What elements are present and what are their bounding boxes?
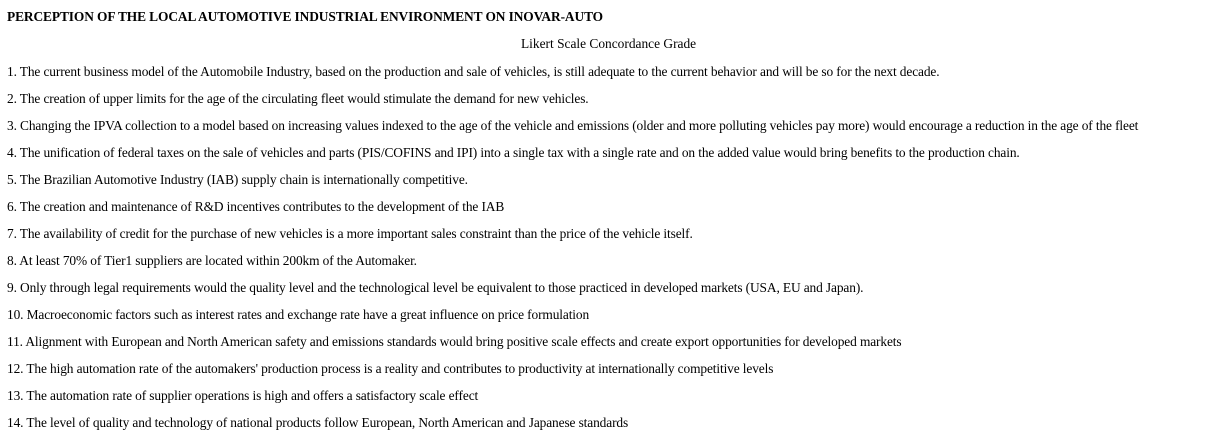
statement-item: 2. The creation of upper limits for the age of the circulating fleet would stimulate the demand for new vehicles. xyxy=(7,91,589,106)
statement-item: 11. Alignment with European and North American safety and emissions standards would bring positive scale effects and create export opportunities for developed markets xyxy=(7,334,902,349)
scale-heading: Likert Scale Concordance Grade xyxy=(521,36,697,51)
statement-item: 1. The current business model of the Automobile Industry, based on the production and sale of vehicles, is still adequate to the current behavior and will be so for the next decade. xyxy=(7,64,940,79)
document-title: PERCEPTION OF THE LOCAL AUTOMOTIVE INDUSTRIAL ENVIRONMENT ON INOVAR-AUTO xyxy=(7,9,603,24)
statement-item: 3. Changing the IPVA collection to a model based on increasing values indexed to the age of the vehicle and emissions (older and more polluting vehicles pay more) would encourage a reduction in the age of the fleet xyxy=(7,118,1139,133)
statement-item: 10. Macroeconomic factors such as interest rates and exchange rate have a great influence on price formulation xyxy=(7,307,590,322)
statement-item: 14. The level of quality and technology of national products follow European, North American and Japanese standards xyxy=(7,415,629,430)
statement-item: 13. The automation rate of supplier operations is high and offers a satisfactory scale effect xyxy=(7,388,479,403)
statement-item: 7. The availability of credit for the purchase of new vehicles is a more important sales constraint than the price of the vehicle itself. xyxy=(7,226,693,241)
statement-item: 6. The creation and maintenance of R&D incentives contributes to the development of the IAB xyxy=(7,199,505,214)
statement-item: 4. The unification of federal taxes on the sale of vehicles and parts (PIS/COFINS and IPI) into a single tax with a single rate and on the added value would bring benefits to the production chain. xyxy=(7,145,1020,160)
statement-item: 8. At least 70% of Tier1 suppliers are located within 200km of the Automaker. xyxy=(7,253,417,268)
statement-item: 5. The Brazilian Automotive Industry (IAB) supply chain is internationally competitive. xyxy=(7,172,468,187)
statement-item: 12. The high automation rate of the automakers' production process is a reality and contributes to productivity at internationally competitive levels xyxy=(7,361,774,376)
statement-list xyxy=(7,63,1232,441)
statement-item: 9. Only through legal requirements would the quality level and the technological level be equivalent to those practiced in developed markets (USA, EU and Japan). xyxy=(7,280,864,295)
